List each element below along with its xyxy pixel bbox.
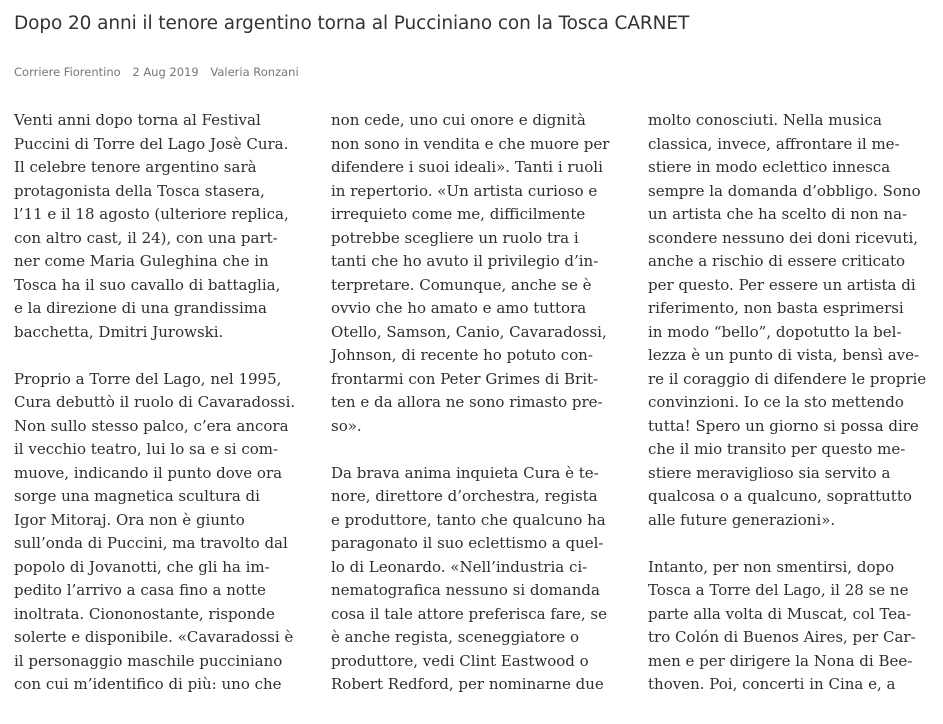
text-line: inoltrata. Ciononostante, risponde <box>14 604 275 623</box>
text-line: tro Colón di Buenos Aires, per Car- <box>648 628 916 646</box>
text-line: in repertorio. «Un artista curioso e <box>331 181 598 200</box>
text-line: con cui m’identifico di più: uno che <box>14 675 282 693</box>
text-line: irrequieto come me, difficilmente <box>331 205 586 223</box>
article-column-3 <box>648 109 943 697</box>
text-line: Tosca a Torre del Lago, il 28 se ne <box>648 581 909 599</box>
article-author: Valeria Ronzani <box>210 65 299 79</box>
text-line: nore, direttore d’orchestra, regista <box>331 487 598 505</box>
text-line: Non sullo stesso palco, c’era ancora <box>14 416 289 435</box>
text-line: il vecchio teatro, lui lo sa e si com- <box>14 440 279 458</box>
text-line: lezza è un punto di vista, bensì ave- <box>648 346 920 364</box>
text-line: che il mio transito per questo me- <box>648 440 906 458</box>
text-line: thoven. Poi, concerti in Cina e, a <box>648 675 896 693</box>
text-line: tutta! Spero un giorno si possa dire <box>648 416 919 435</box>
text-line: sorge una magnetica scultura di <box>14 487 260 505</box>
text-line: cosa il tale attore preferisca fare, se <box>331 604 607 623</box>
text-line: Puccini di Torre del Lago Josè Cura. <box>14 134 289 153</box>
text-line: re il coraggio di difendere le proprie <box>648 369 927 388</box>
paragraph-gap <box>648 532 943 556</box>
article-column-1 <box>14 109 314 697</box>
article-source: Corriere Fiorentino <box>14 65 121 79</box>
text-line: l’11 e il 18 agosto (ulteriore replica, <box>14 205 289 223</box>
text-line: stiere meraviglioso sia servito a <box>648 463 891 482</box>
text-line: e produttore, tanto che qualcuno ha <box>331 510 606 529</box>
article-byline <box>14 65 307 79</box>
text-line: Intanto, per non smentirsi, dopo <box>648 557 895 576</box>
text-line: Robert Redford, per nominarne due <box>331 675 604 693</box>
text-line: terpretare. Comunque, anche se è <box>331 275 592 294</box>
text-line: Tosca ha il suo cavallo di battaglia, <box>14 275 281 294</box>
text-line: con altro cast, il 24), con una part- <box>14 228 278 247</box>
text-line: produttore, vedi Clint Eastwood o <box>331 651 589 670</box>
text-line: paragonato il suo eclettismo a quel- <box>331 534 604 552</box>
text-line: Da brava anima inquieta Cura è te- <box>331 463 599 482</box>
text-line: scondere nessuno dei doni ricevuti, <box>648 228 919 247</box>
text-line: sempre la domanda d’obbligo. Sono <box>648 181 921 200</box>
text-line: molto conosciuti. Nella musica <box>648 111 882 129</box>
text-line: Johnson, di recente ho potuto con- <box>331 346 593 364</box>
text-line: frontarmi con Peter Grimes di Brit- <box>331 369 599 388</box>
text-line: anche a rischio di essere criticato <box>648 252 906 270</box>
text-line: in modo “bello”, dopotutto la bel- <box>648 322 902 341</box>
text-line: nematografica nessuno si domanda <box>331 581 600 599</box>
text-line: parte alla volta di Muscat, col Tea- <box>648 604 912 623</box>
text-line: convinzioni. Io ce la sto mettendo <box>648 393 904 411</box>
text-line: Cura debuttò il ruolo di Cavaradossi. <box>14 393 296 411</box>
text-line: classica, invece, affrontare il me- <box>648 134 900 153</box>
text-line: men e per dirigere la Nona di Bee- <box>648 651 913 670</box>
text-line: popolo di Jovanotti, che gli ha im- <box>14 557 270 576</box>
text-line: il personaggio maschile pucciniano <box>14 651 283 670</box>
text-line: potrebbe scegliere un ruolo tra i <box>331 228 579 247</box>
text-line: ner come Maria Guleghina che in <box>14 252 269 270</box>
text-line: Proprio a Torre del Lago, nel 1995, <box>14 369 282 388</box>
text-line: e la direzione di una grandissima <box>14 299 267 317</box>
article-title: Dopo 20 anni il tenore argentino torna al Pucciniano con la Tosca CARNET <box>14 13 690 34</box>
text-line: non cede, uno cui onore e dignità <box>331 111 586 129</box>
text-line: per questo. Per essere un artista di <box>648 275 916 294</box>
text-line: bacchetta, Dmitri Jurowski. <box>14 322 224 341</box>
text-line: solerte e disponibile. «Cavaradossi è <box>14 628 294 646</box>
text-line: ovvio che ho amato e amo tuttora <box>331 299 587 317</box>
text-line: muove, indicando il punto dove ora <box>14 463 283 482</box>
article-column-2 <box>331 109 631 697</box>
text-line: riferimento, non basta esprimersi <box>648 299 904 317</box>
text-line: protagonista della Tosca stasera, <box>14 181 265 200</box>
text-line: Venti anni dopo torna al Festival <box>14 111 261 129</box>
text-line: tanti che ho avuto il privilegio d’in- <box>331 252 599 270</box>
paragraph-gap <box>331 438 631 462</box>
text-line: Igor Mitoraj. Ora non è giunto <box>14 510 245 529</box>
text-line: un artista che ha scelto di non na- <box>648 205 908 223</box>
text-line: ten e da allora ne sono rimasto pre- <box>331 393 603 411</box>
text-line: difendere i suoi ideali». Tanti i ruoli <box>331 158 603 176</box>
text-line: stiere in modo eclettico innesca <box>648 158 891 176</box>
text-line: Otello, Samson, Canio, Cavaradossi, <box>331 322 607 341</box>
text-line: sull’onda di Puccini, ma travolto dal <box>14 534 288 552</box>
text-line: non sono in vendita e che muore per <box>331 134 610 153</box>
text-line: è anche regista, sceneggiatore o <box>331 628 579 646</box>
text-line: Il celebre tenore argentino sarà <box>14 158 257 176</box>
text-line: qualcosa o a qualcuno, soprattutto <box>648 487 912 505</box>
text-line: pedito l’arrivo a casa fino a notte <box>14 581 266 599</box>
text-line: alle future generazioni». <box>648 510 836 529</box>
paragraph-gap <box>14 344 314 368</box>
text-line: so». <box>331 416 362 435</box>
article-date: 2 Aug 2019 <box>132 65 199 79</box>
text-line: lo di Leonardo. «Nell’industria ci- <box>331 557 588 576</box>
